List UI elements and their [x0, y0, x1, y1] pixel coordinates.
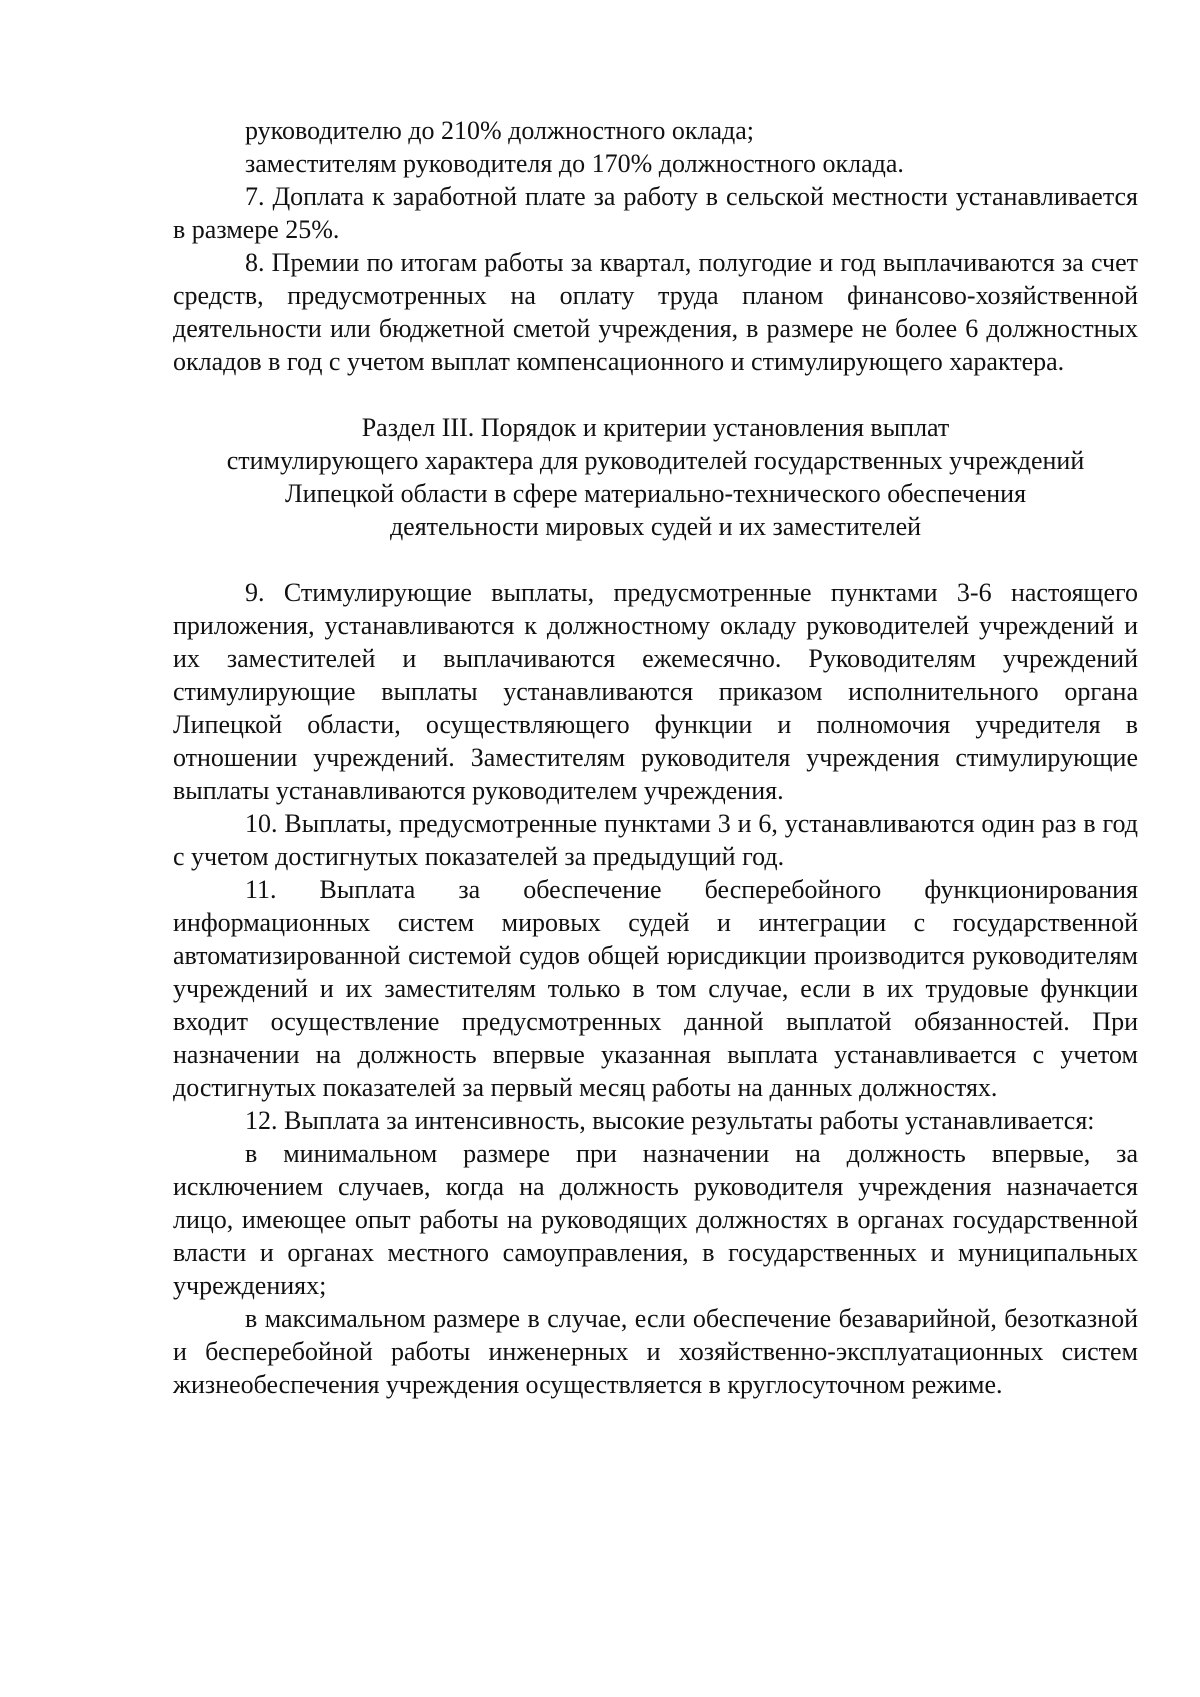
paragraph-item-12: 12. Выплата за интенсивность, высокие результаты работы устанавливается:: [245, 1106, 1095, 1135]
paragraph-minimum-size: в минимальном размере при назначении на должность впервые, за исключением случаев, когда на должность руководителя учреждения назначается лицо, имеющее опыт работы на руководящих должностях в органах государственной власти и органах местного самоуправления, в государственных и муниципальных учреждениях;: [173, 1139, 1138, 1300]
section-heading-line: стимулирующего характера для руководителей государственных учреждений: [226, 446, 1085, 475]
section-heading-line: Раздел III. Порядок и критерии установления выплат: [361, 413, 950, 442]
section-heading-line: Липецкой области в сфере материально-технического обеспечения: [284, 479, 1027, 508]
paragraph-head-salary-limit: руководителю до 210% должностного оклада;: [245, 116, 755, 145]
section-heading-line: деятельности мировых судей и их заместителей: [389, 512, 922, 541]
paragraph-item-9: 9. Стимулирующие выплаты, предусмотренные пунктами 3-6 настоящего приложения, устанавливаются к должностному окладу руководителей учреждений и их заместителей и выплачиваются ежемесячно. Руководителям учреждений стимулирующие выплаты устанавливаются приказом исполнительного органа Липецкой области, осуществляющего функции и полномочия учредителя в отношении учреждений. Заместителям руководителя учреждения стимулирующие выплаты устанавливаются руководителем учреждения.: [173, 578, 1138, 805]
paragraph-item-7: 7. Доплата к заработной плате за работу в сельской местности устанавливается в размере 25%.: [173, 182, 1138, 244]
document-body: [173, 114, 1138, 1401]
paragraph-deputy-salary-limit: заместителям руководителя до 170% должностного оклада.: [245, 149, 904, 178]
paragraph-item-10: 10. Выплаты, предусмотренные пунктами 3 и 6, устанавливаются один раз в год с учетом достигнутых показателей за предыдущий год.: [173, 809, 1138, 871]
section-heading: [173, 411, 1138, 543]
paragraph-item-11: 11. Выплата за обеспечение бесперебойного функционирования информационных систем мировых судей и интеграции с государственной автоматизированной системой судов общей юрисдикции производится руководителям учреждений и их заместителям только в том случае, если в их трудовые функции входит осуществление предусмотренных данной выплатой обязанностей. При назначении на должность впервые указанная выплата устанавливается с учетом достигнутых показателей за первый месяц работы на данных должностях.: [173, 875, 1138, 1102]
paragraph-item-8: 8. Премии по итогам работы за квартал, полугодие и год выплачиваются за счет средств, предусмотренных на оплату труда планом финансово-хозяйственной деятельности или бюджетной сметой учреждения, в размере не более 6 должностных окладов в год с учетом выплат компенсационного и стимулирующего характера.: [173, 248, 1138, 376]
paragraph-maximum-size: в максимальном размере в случае, если обеспечение безаварийной, безотказной и бесперебойной работы инженерных и хозяйственно-эксплуатационных систем жизнеобеспечения учреждения осуществляется в круглосуточном режиме.: [173, 1304, 1138, 1399]
